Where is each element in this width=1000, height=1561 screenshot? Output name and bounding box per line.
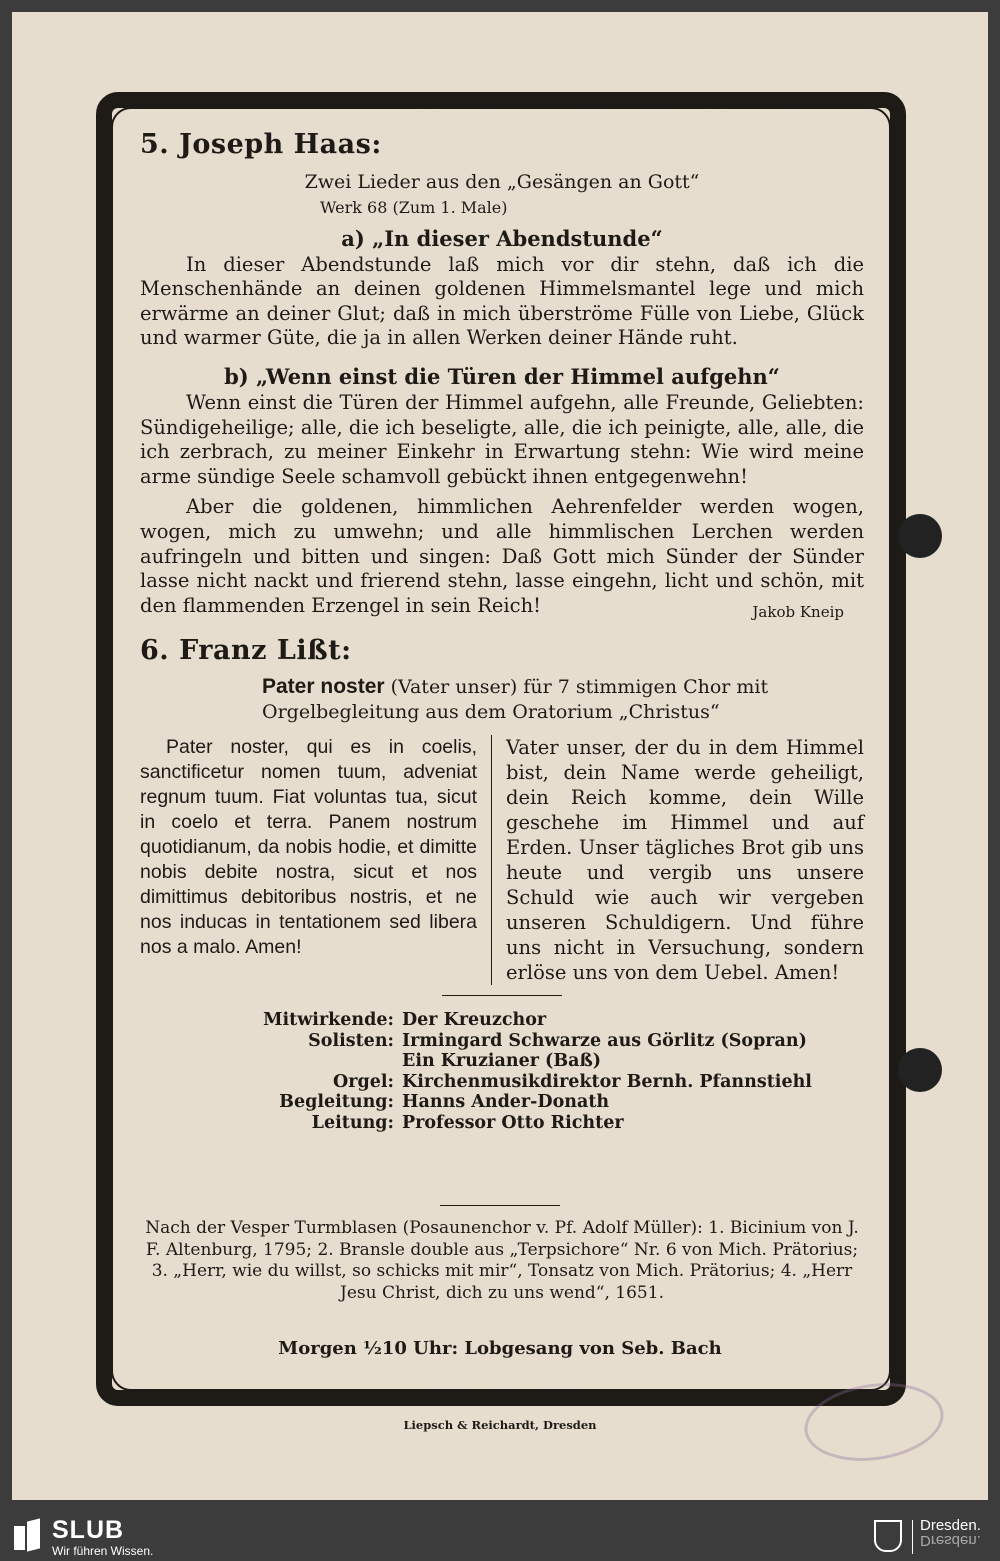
footer-tagline: Wir führen Wissen. [52, 1544, 154, 1558]
latin-text: Pater noster, qui es in coelis, sanctificetur nomen tuum, adveniat regnum tuum. Fiat voluntas tua, sicut in coelo et terra. Panem nostrum quotidianum, da nobis hodie, et dimitte nobis debite nostra, sicut et nos dimittimus debitoribus nostris, et ne nos inducas in tentationem sed libera nos a malo. Amen! [140, 735, 492, 985]
credit-label: Begleitung: [279, 1092, 394, 1113]
credit-value: Irmingard Schwarze aus Görlitz (Sopran) [402, 1030, 807, 1051]
credit-row [140, 1072, 864, 1093]
coat-of-arms-icon [874, 1520, 902, 1552]
credit-row [140, 1010, 864, 1031]
credit-value: Kirchenmusikdirektor Bernh. Pfannstiehl [402, 1071, 812, 1092]
section-6-heading: 6. Franz Lißt: [140, 635, 352, 667]
german-text: Vater unser, der du in dem Himmel bist, dein Name werde geheiligt, dein Reich komme, dein Wille geschehe im Himmel und auf Erden. Unser tägliches Brot gib uns heute und vergib uns unsere Schuld wie auch wir vergeben unseren Schuldigern. Und führe uns nicht in Versuchung, sondern erlöse uns von dem Uebel. Amen! [506, 736, 864, 985]
song-a-title: a) „In dieser Abendstunde“ [341, 225, 663, 251]
credit-value: Professor Otto Richter [402, 1112, 624, 1133]
credit-label: Leitung: [311, 1112, 394, 1133]
footer-brand[interactable]: SLUB [52, 1516, 125, 1544]
credit-row [140, 1092, 864, 1113]
section-5-heading: 5. Joseph Haas: [140, 129, 382, 160]
section-5-subtitle: Zwei Lieder aus den „Gesängen an Gott“ [304, 170, 700, 193]
credit-value: Der Kreuzchor [402, 1010, 547, 1031]
song-b-text-2-body: Aber die goldenen, himmlichen Aehrenfelder werden wogen, wogen, mich zu umwehn; und alle himmlischen Lerchen werden aufringeln und bitten und singen: Daß Gott mich Sünder der Sünder lasse nicht nackt und frierend stehn, lasse eingehn, licht und schön, mit den flammenden Erzengel in sein Reich! [140, 495, 864, 617]
dresden-label: Dresden. [920, 1517, 981, 1534]
credit-value: Ein Kruzianer (Baß) [402, 1051, 602, 1072]
credit-label [140, 1051, 402, 1072]
after-vesper-block [0, 1205, 1000, 1304]
pater-noster-columns [140, 735, 864, 985]
song-b-text-1: Wenn einst die Türen der Himmel aufgehn, alle Freunde, Geliebten: Sündigeheilige; alle, die ich beseligte, alle, die ich peinigte, alle, alle, die ich zerbrach, zu meiner Einkehr in Erwartung stehn: Wie wird meine arme sündige Seele schamvoll gebückt ihnen entgegenwehn! [140, 391, 864, 488]
credit-label: Mitwirkende: [263, 1010, 394, 1031]
credit-label: Orgel: [333, 1071, 394, 1092]
song-b-text-2 [140, 495, 864, 621]
section-6-subtitle-work: Pater noster [262, 675, 385, 699]
dresden-label-mirror: Dresden. [920, 1532, 981, 1549]
credit-row [140, 1113, 864, 1134]
credit-row [140, 1031, 864, 1052]
section-6-subtitle [262, 674, 864, 725]
credit-label: Solisten: [308, 1030, 394, 1051]
after-vesper-text: Nach der Vesper Turmblasen (Posaunenchor v. Pf. Adolf Müller): 1. Bicinium von J. F. Altenburg, 1795; 2. Bransle double aus „Terpsichore“ Nr. 6 von Mich. Prätorius; 3. „Herr, wie du willst, so schicks mit mir“, Tonsatz von Mich. Prätorius; 4. „Herr Jesu Christ, dich zu uns wend“, 1651. [145, 1218, 859, 1303]
punch-hole-top [898, 514, 942, 558]
divider-1 [442, 995, 562, 996]
footer-bar [0, 1512, 1000, 1561]
credit-value: Hanns Ander-Donath [402, 1092, 610, 1113]
song-b-title: b) „Wenn einst die Türen der Himmel aufgehn“ [224, 364, 780, 390]
punch-hole-bottom [898, 1048, 942, 1092]
section-5-work: Werk 68 (Zum 1. Male) [320, 197, 508, 217]
credit-row [140, 1051, 864, 1072]
slub-logo-icon[interactable] [14, 1520, 40, 1550]
printer-imprint: Liepsch & Reichardt, Dresden [403, 1418, 597, 1432]
page-content [140, 130, 864, 1133]
song-a-text: In dieser Abendstunde laß mich vor dir stehn, daß ich die Menschenhände an deinen goldenen Himmelsmantel lege und mich erwärme an deiner Glut; daß in mich überströme Fülle von Liebe, Glück und warmer Güte, die ja in allen Werken deiner Hände ruht. [140, 252, 864, 350]
footer-separator [912, 1520, 913, 1554]
section-6-subtitle-rest: (Vater unser) für 7 stimmigen Chor mit Orgelbegleitung aus dem Oratorium „Christus“ [262, 676, 769, 724]
divider-2 [440, 1205, 560, 1206]
song-b-author: Jakob Kneip [752, 602, 844, 621]
dresden-logo[interactable] [920, 1518, 981, 1548]
next-event: Morgen ½10 Uhr: Lobgesang von Seb. Bach [278, 1338, 722, 1359]
credits-list [140, 1010, 864, 1133]
